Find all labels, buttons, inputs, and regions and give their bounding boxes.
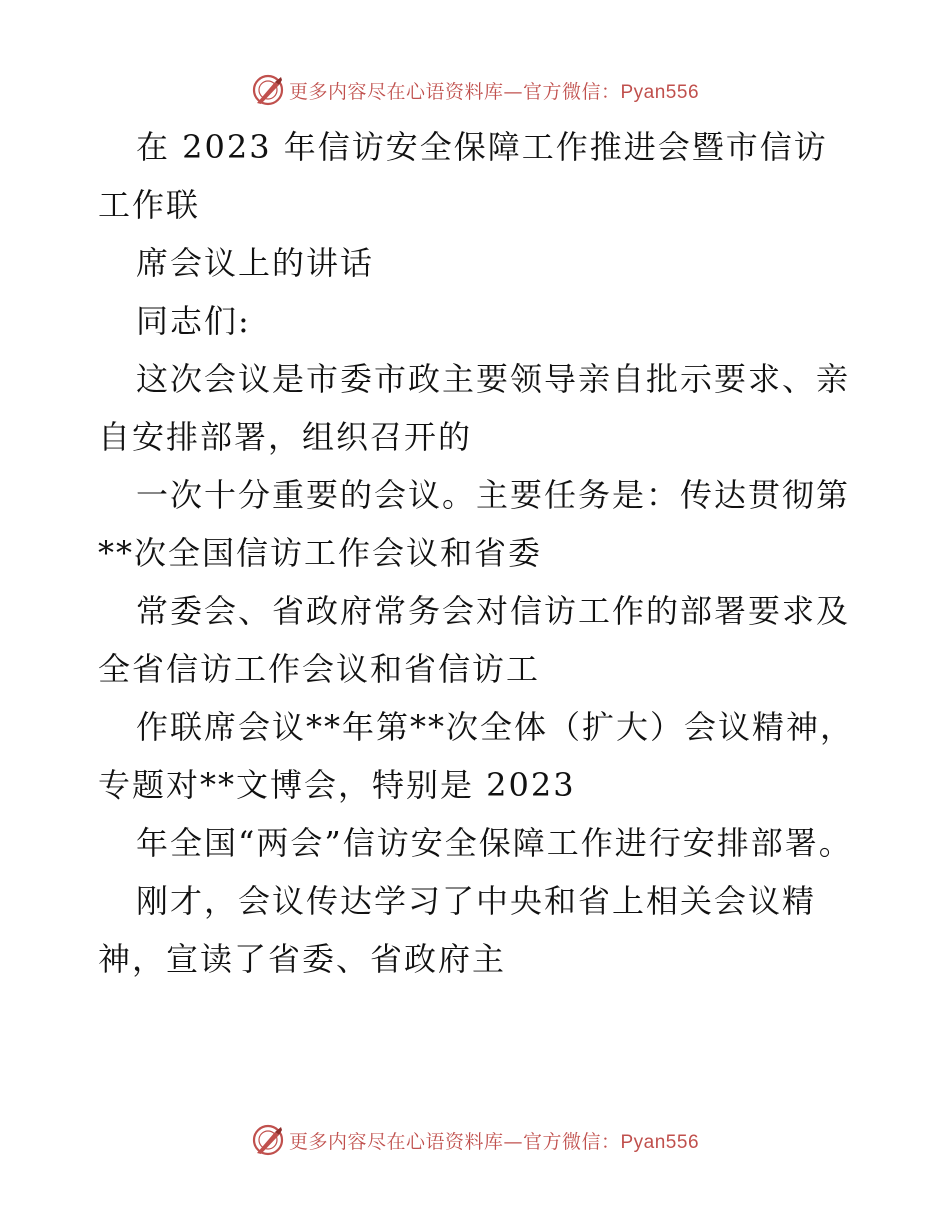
watermark-text: 更多内容尽在心语资料库—官方微信：Pyan556 <box>288 80 700 103</box>
paragraph: 刚才，会议传达学习了中央和省上相关会议精神，宣读了省委、省政府主 <box>98 882 817 978</box>
salutation: 同志们: <box>136 302 251 340</box>
paragraph: 作联席会议**年第**次全体（扩大）会议精神，专题对**文博会，特别是 2023 <box>98 708 855 804</box>
quill-pen-seal-icon <box>251 73 285 107</box>
document-title-line-2: 席会议上的讲话 <box>136 244 375 282</box>
watermark-account: Pyan556 <box>620 1131 700 1153</box>
document-body <box>98 118 858 988</box>
paragraph: 常委会、省政府常务会对信访工作的部署要求及全省信访工作会议和省信访工 <box>98 592 851 688</box>
paragraph: 年全国“两会”信访安全保障工作进行安排部署。 <box>136 824 853 862</box>
watermark-account: Pyan556 <box>620 81 700 103</box>
quill-pen-seal-icon <box>251 1123 285 1157</box>
watermark-header <box>0 70 950 110</box>
watermark-footer <box>0 1120 950 1160</box>
paragraph: 一次十分重要的会议。主要任务是：传达贯彻第**次全国信访工作会议和省委 <box>98 476 851 572</box>
watermark-text: 更多内容尽在心语资料库—官方微信：Pyan556 <box>288 1130 700 1153</box>
paragraph: 这次会议是市委市政主要领导亲自批示要求、亲自安排部署，组织召开的 <box>98 360 851 456</box>
document-title-line-1: 在 2023 年信访安全保障工作推进会暨市信访工作联 <box>98 128 828 224</box>
